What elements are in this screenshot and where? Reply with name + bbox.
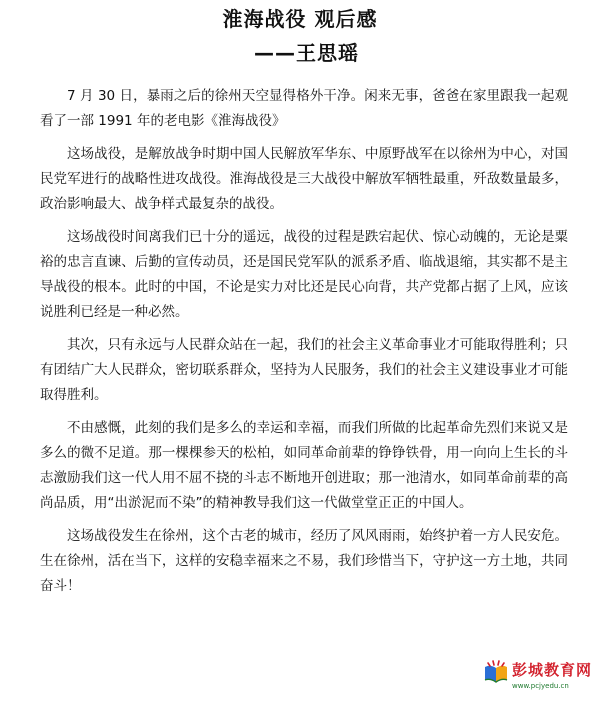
watermark-brand: 彭城教育网 xyxy=(512,661,593,679)
paragraph-5: 不由感慨，此刻的我们是多么的幸运和幸福，而我们所做的比起革命先烈们来说又是多么的微不足道。那一棵棵参天的松柏，如同革命前辈的铮铮铁骨，用一向向上生长的斗志激励我们这一代人用不屈不挠的斗志不断地开创进取；那一池清水，如同革命前辈的高尚品质，用“出淤泥而不染”的精神教导我们这一代做堂堂正正的中国人。 xyxy=(40,420,568,511)
paragraph-4: 其次，只有永远与人民群众站在一起，我们的社会主义革命事业才可能取得胜利；只有团结广大人民群众，密切联系群众，坚持为人民服务，我们的社会主义建设事业才可能取得胜利。 xyxy=(40,337,568,403)
paragraph-6: 这场战役发生在徐州，这个古老的城市，经历了风风雨雨，始终护着一方人民安危。生在徐州，活在当下，这样的安稳幸福来之不易，我们珍惜当下，守护这一方土地，共同奋斗！ xyxy=(40,528,568,594)
open-book-icon xyxy=(482,658,510,686)
document-title: 淮海战役 观后感 xyxy=(222,7,378,31)
document-author: ——王思瑶 xyxy=(254,41,359,65)
watermark-url: www.pcjyedu.cn xyxy=(512,682,569,690)
paragraph-1: 7 月 30 日，暴雨之后的徐州天空显得格外干净。闲来无事，爸爸在家里跟我一起观看了一部 1991 年的老电影《淮海战役》 xyxy=(40,88,568,129)
paragraph-2: 这场战役，是解放战争时期中国人民解放军华东、中原野战军在以徐州为中心，对国民党军进行的战略性进攻战役。淮海战役是三大战役中解放军牺牲最重，歼敌数量最多，政治影响最大、战争样式最复杂的战役。 xyxy=(40,146,568,212)
document-body xyxy=(40,84,568,607)
site-watermark xyxy=(482,656,594,696)
paragraph-3: 这场战役时间离我们已十分的遥远，战役的过程是跌宕起伏、惊心动魄的，无论是粟裕的忠言直谏、后勤的宣传动员，还是国民党军队的派系矛盾、临战退缩，其实都不是主导战役的根本。此时的中国，不论是实力对比还是民心向背，共产党都占据了上风，应该说胜利已经是一种必然。 xyxy=(40,229,568,320)
